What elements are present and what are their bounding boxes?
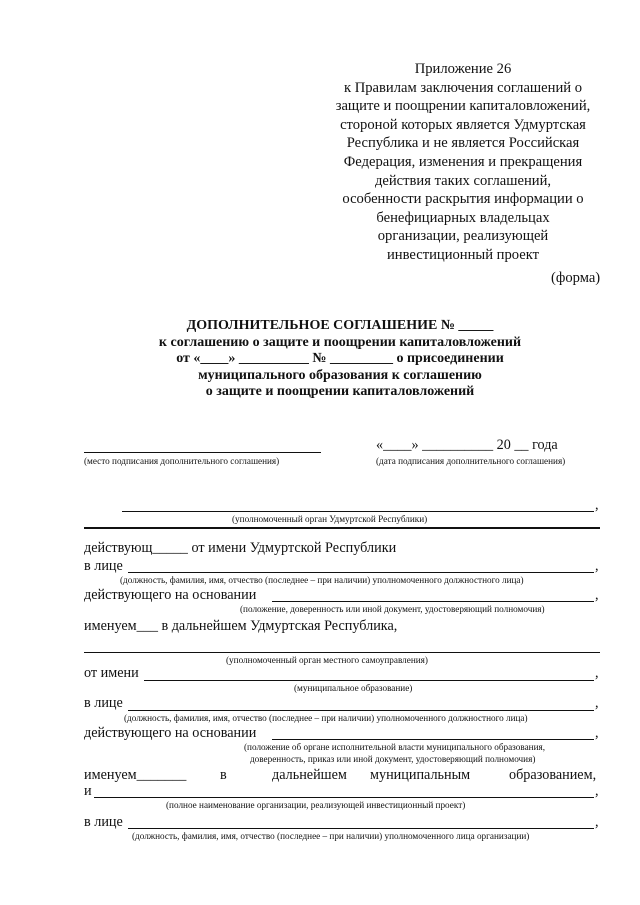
title-line: ДОПОЛНИТЕЛЬНОЕ СОГЛАШЕНИЕ № _____ xyxy=(186,318,494,333)
basis-note: (положение об органе исполнительной власти муниципального образования, xyxy=(244,742,546,752)
organization-blank[interactable] xyxy=(94,797,594,798)
municipality-note: (муниципальное образование) xyxy=(294,683,413,693)
date-blank[interactable]: «____» __________ 20 __ года xyxy=(376,437,558,453)
place-blank[interactable] xyxy=(84,452,321,453)
in-person-label: в лице xyxy=(84,558,123,574)
appendix-line: защите и поощрении капиталовложений, xyxy=(335,98,591,115)
named-word: дальнейшем xyxy=(272,767,347,783)
date-note: (дата подписания дополнительного соглашения) xyxy=(376,456,566,466)
person-blank[interactable] xyxy=(128,828,594,829)
person-note: (должность, фамилия, имя, отчество (последнее – при наличии) уполномоченного должностного лица) xyxy=(120,575,524,585)
appendix-line: к Правилам заключения соглашений о xyxy=(343,79,583,96)
named-word: именуем_______ xyxy=(84,767,187,783)
mun-organ-blank[interactable] xyxy=(84,652,600,653)
place-note: (место подписания дополнительного соглашения) xyxy=(84,456,280,466)
comma: , xyxy=(595,725,599,741)
appendix-line: действия таких соглашений, xyxy=(374,172,552,189)
document-title xyxy=(100,318,580,401)
comma: , xyxy=(595,665,599,681)
appendix-line: инвестиционный проект xyxy=(386,246,540,263)
on-behalf-label: от имени xyxy=(84,665,139,681)
title-line: к соглашению о защите и поощрении капиталовложений xyxy=(158,334,522,350)
appendix-line: Федерация, изменения и прекращения xyxy=(343,153,583,170)
organ-blank[interactable] xyxy=(122,511,594,512)
appendix-header xyxy=(318,60,608,265)
person-note: (должность, фамилия, имя, отчество (последнее – при наличии) уполномоченного лица организации) xyxy=(132,831,530,841)
comma: , xyxy=(595,695,599,711)
basis-label: действующего на основании xyxy=(84,725,257,741)
in-person-label: в лице xyxy=(84,814,123,830)
person-blank[interactable] xyxy=(128,572,594,573)
and-label: и xyxy=(84,783,92,799)
municipality-blank[interactable] xyxy=(144,680,594,681)
named-word: в xyxy=(220,767,227,783)
organ-note: (уполномоченный орган Удмуртской Республики) xyxy=(232,514,428,524)
basis-blank[interactable] xyxy=(272,739,594,740)
basis-blank[interactable] xyxy=(272,601,594,602)
title-line: муниципального образования к соглашению xyxy=(198,367,482,383)
appendix-line: Республика и не является Российская xyxy=(346,135,580,152)
appendix-line: организации, реализующей xyxy=(377,228,549,245)
title-line: о защите и поощрении капиталовложений xyxy=(205,384,475,399)
separator-rule xyxy=(84,527,600,529)
comma: , xyxy=(595,497,599,513)
mun-organ-note: (уполномоченный орган местного самоуправления) xyxy=(226,655,428,665)
named-line: именуем___ в дальнейшем Удмуртская Республика, xyxy=(84,618,398,634)
appendix-line: Приложение 26 xyxy=(414,61,512,77)
acting-line: действующ_____ от имени Удмуртской Республики xyxy=(84,540,397,556)
basis-label: действующего на основании xyxy=(84,587,257,603)
organization-note: (полное наименование организации, реализующей инвестиционный проект) xyxy=(166,800,466,810)
appendix-line: особенности раскрытия информации о xyxy=(342,191,584,208)
in-person-label: в лице xyxy=(84,695,123,711)
person-blank[interactable] xyxy=(128,710,594,711)
named-word: муниципальным xyxy=(370,767,471,783)
comma: , xyxy=(595,814,599,830)
appendix-line: стороной которых является Удмуртская xyxy=(340,116,586,133)
comma: , xyxy=(595,783,599,799)
appendix-line: бенефициарных владельцах xyxy=(376,209,550,226)
form-label: (форма) xyxy=(551,270,601,286)
named-word: образованием, xyxy=(509,767,597,783)
comma: , xyxy=(595,558,599,574)
basis-note: доверенность, приказ или иной документ, удостоверяющий полномочия) xyxy=(250,754,536,764)
title-line: от «____» __________ № _________ о присоединении xyxy=(176,351,504,366)
basis-note: (положение, доверенность или иной документ, удостоверяющий полномочия) xyxy=(240,604,545,614)
comma: , xyxy=(595,587,599,603)
person-note: (должность, фамилия, имя, отчество (последнее – при наличии) уполномоченного должностного лица) xyxy=(124,713,528,723)
